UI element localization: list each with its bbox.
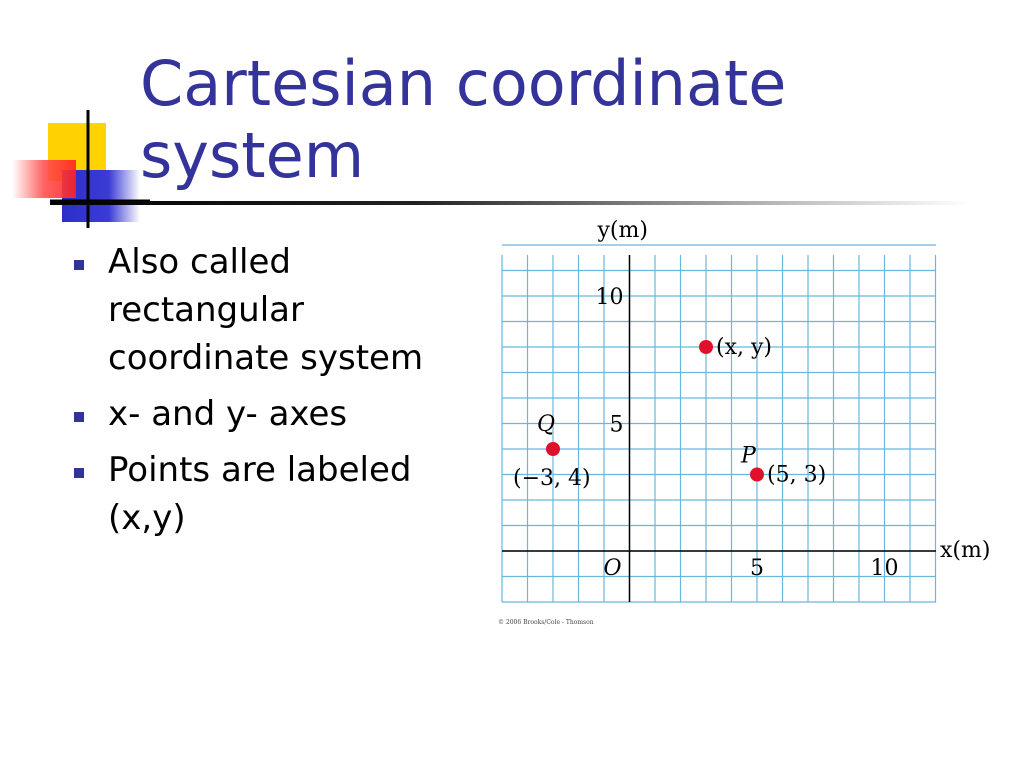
title-underline [50,201,970,205]
data-point [750,468,764,482]
slide-title: Cartesian coordinate system [140,47,787,192]
point-coord-label: (−3, 4) [513,466,591,491]
logo-red-square [12,160,76,198]
bullet-item [70,446,490,542]
bullet-square-icon [74,468,84,478]
bullet-list [70,238,490,550]
point-coord-label: (5, 3) [767,462,827,488]
bullet-item [70,238,490,382]
point-name-label: P [741,443,756,469]
y-tick-label: 10 [595,285,624,310]
bullet-text: Also called rectangular coordinate system [108,242,424,378]
x-tick-label: 5 [750,556,764,581]
y-axis-label: y(m) [597,218,648,243]
bullet-text: Points are labeled (x,y) [108,450,412,538]
coordinate-plane-chart [490,210,1010,630]
point-coord-label: (x, y) [716,335,772,360]
bullet-square-icon [74,260,84,270]
data-point [546,442,560,456]
point-name-label: Q [537,412,556,437]
x-tick-label: 10 [870,556,899,581]
x-axis-label: x(m) [940,538,991,563]
bullet-square-icon [74,412,84,422]
origin-label: O [603,556,622,581]
copyright-credit: © 2006 Brooks/Cole - Thomson [498,619,594,626]
data-point [699,340,713,354]
y-tick-label: 5 [609,412,624,438]
bullet-item [70,390,490,438]
bullet-text: x- and y- axes [108,394,348,434]
